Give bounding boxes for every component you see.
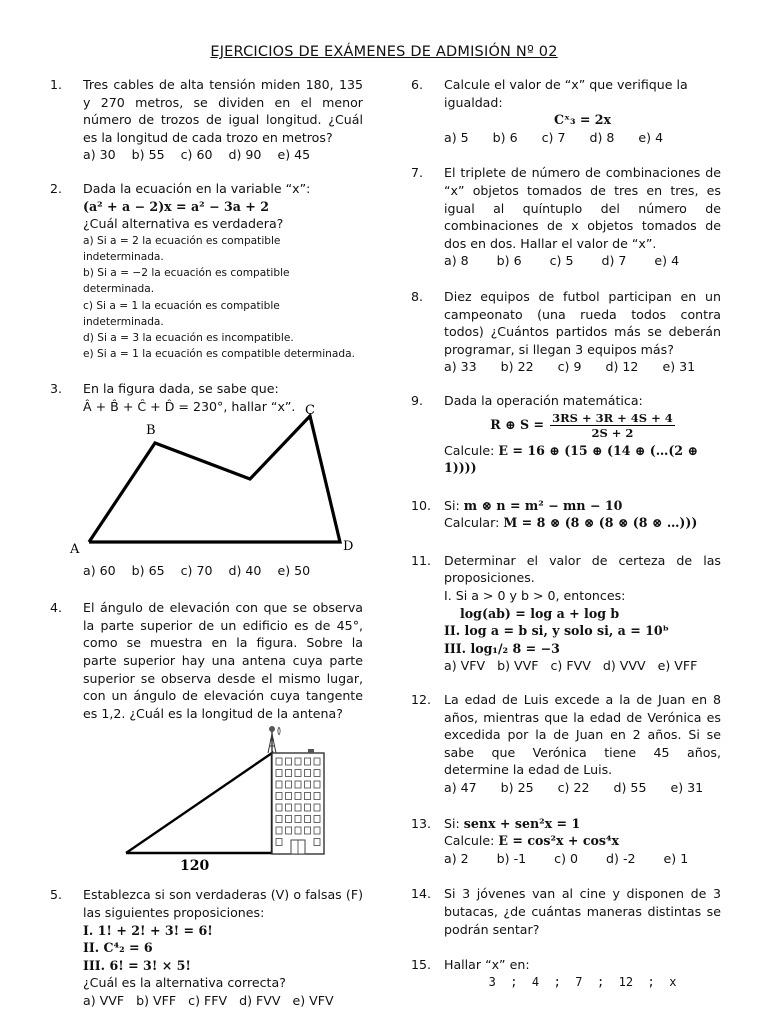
question-text: Calcule el valor de “x” que verifique la igualdad: <box>444 77 688 110</box>
left-column <box>50 76 363 1009</box>
building-icon <box>272 749 324 854</box>
proposition-3: III. log₁/₂ 8 = −3 <box>444 640 560 656</box>
question-6 <box>411 76 721 146</box>
question-4 <box>50 599 363 722</box>
expression: M = 8 ⊗ (8 ⊗ (8 ⊗ (8 ⊗ …))) <box>503 515 698 531</box>
answer-options: a) 60 b) 65 c) 70 d) 40 e) 50 <box>83 562 311 578</box>
question-text: Hallar “x” en: <box>444 957 530 973</box>
question-15 <box>411 956 721 991</box>
fraction-denominator: 2S + 2 <box>591 425 634 440</box>
proposition-1-formula: log(ab) = log a + log b <box>460 605 620 621</box>
answer-options: a) 47 b) 25 c) 22 d) 55 e) 31 <box>444 780 704 795</box>
question-number: 7. <box>411 165 424 181</box>
calc-label: Calcule: <box>444 442 495 458</box>
question-number: 9. <box>411 392 424 408</box>
question-text: El ángulo de elevación con que se observa la parte superior de un edificio es de 45°, como se muestra en la figura. Sobre la parte superior hay una antena cuya parte superior se observa desde el mismo lugar, con un ángulo de elevación cuya tangente es 1,2. ¿Cuál es la longitud de la antena? <box>83 600 363 721</box>
equation: Cˣ₃ = 2x <box>553 112 612 128</box>
vertex-label-c: C <box>305 402 315 418</box>
option-c: c) Si a = 1 la ecuación es compatible indeterminada. <box>83 299 280 328</box>
question-number: 6. <box>411 77 424 92</box>
question-11 <box>411 552 721 675</box>
question-10 <box>411 497 721 532</box>
proposition-3: III. 6! = 3! × 5! <box>83 957 191 973</box>
question-text: Dada la ecuación en la variable “x”: <box>83 180 311 196</box>
question-text: Diez equipos de futbol participan en un campeonato (una rueda todos contra todos) ¿Cuántos partidos más se deberán programar, si llegan 3 equipos más? <box>444 288 721 357</box>
question-number: 8. <box>411 288 424 304</box>
question-9 <box>411 392 721 477</box>
vertex-label-a: A <box>70 541 80 557</box>
vertex-label-b: B <box>146 422 156 438</box>
answer-options: a) 5 b) 6 c) 7 d) 8 e) 4 <box>444 129 664 145</box>
answer-options: a) VFV b) VVF c) FVV d) VVV e) VFF <box>444 658 698 674</box>
sequence: 3 ; 4 ; 7 ; 12 ; x <box>488 974 677 989</box>
question-number: 3. <box>50 381 63 397</box>
right-column <box>411 76 721 991</box>
question-ask: ¿Cuál es la alternativa correcta? <box>83 975 286 991</box>
question-text: El triplete de número de combinaciones de “x” objetos tomados de tres en tres, es igual al quíntuplo del número de combinaciones de x objetos tomados de dos en dos. Hallar el valor de “x”. <box>444 165 721 251</box>
proposition-1: I. 1! + 2! + 3! = 6! <box>83 922 213 938</box>
option-e: e) Si a = 1 la ecuación es compatible determinada. <box>83 348 355 361</box>
operation-lhs: R ⊕ S = <box>490 417 545 432</box>
si-label: Si: <box>444 815 460 831</box>
question-number: 1. <box>50 77 63 92</box>
question-number: 12. <box>411 692 432 708</box>
answer-options: a) 2 b) -1 c) 0 d) -2 e) 1 <box>444 850 689 866</box>
question-number: 4. <box>50 600 63 616</box>
question-text: Determinar el valor de certeza de las proposiciones. <box>444 552 721 586</box>
option-d: d) Si a = 3 la ecuación es incompatible. <box>83 331 294 344</box>
vertex-label-d: D <box>343 538 354 554</box>
calc-label: Calcule: <box>444 833 495 849</box>
operation-definition <box>444 411 721 440</box>
question-12 <box>411 691 721 797</box>
proposition-1: I. Si a > 0 y b > 0, entonces: <box>444 588 626 604</box>
question-5 <box>50 886 363 1009</box>
calc-label: Calcular: <box>444 515 500 531</box>
question-text: Dada la operación matemática: <box>444 392 643 408</box>
si-label: Si: <box>444 497 460 513</box>
expression: E = cos²x + cos⁴x <box>498 833 620 849</box>
question-2 <box>50 180 363 362</box>
question-3 <box>50 380 363 415</box>
question-14 <box>411 885 721 938</box>
question-13 <box>411 815 721 868</box>
question-8 <box>411 288 721 376</box>
question-7 <box>411 164 721 270</box>
base-label: 120 <box>180 858 210 875</box>
question-ask: ¿Cuál alternativa es verdadera? <box>83 216 284 232</box>
answer-options: a) 8 b) 6 c) 5 d) 7 e) 4 <box>444 253 680 269</box>
answer-options: a) 33 b) 22 c) 9 d) 12 e) 31 <box>444 359 696 375</box>
answer-options: a) VVF b) VFF c) FFV d) FVV e) VFV <box>83 992 334 1008</box>
question-1 <box>50 76 363 164</box>
definition: m ⊗ n = m² − mn − 10 <box>463 497 623 513</box>
antenna-icon <box>268 726 280 753</box>
question-text: Si 3 jóvenes van al cine y disponen de 3 butacas, ¿de cuántas maneras distintas se podrán sentar? <box>444 886 721 937</box>
answer-options: a) 30 b) 55 c) 60 d) 90 e) 45 <box>83 147 311 163</box>
expression: E = 16 ⊕ (15 ⊕ (14 ⊕ (…(2 ⊕ 1)))) <box>444 442 699 476</box>
proposition-2: II. C⁴₂ = 6 <box>83 940 153 956</box>
question-text: Establezca si son verdaderas (V) o falsas (F) las siguientes proposiciones: <box>83 887 363 920</box>
question-number: 5. <box>50 887 63 903</box>
question-3-options <box>50 562 363 580</box>
equation: senx + sen²x = 1 <box>463 815 581 831</box>
question-number: 11. <box>411 552 432 568</box>
option-b: b) Si a = −2 la ecuación es compatible determinada. <box>83 267 290 296</box>
equation: (a² + a − 2)x = a² − 3a + 2 <box>83 198 269 214</box>
question-number: 13. <box>411 815 432 831</box>
question-text: En la figura dada, se sabe que: <box>83 381 279 397</box>
proposition-2: II. log a = b si, y solo si, a = 10ᵇ <box>444 623 669 639</box>
option-a: a) Si a = 2 la ecuación es compatible indeterminada. <box>83 234 281 263</box>
question-number: 10. <box>411 497 432 513</box>
question-number: 14. <box>411 886 432 902</box>
building-figure <box>50 724 363 884</box>
page-title: EJERCICIOS DE EXÁMENES DE ADMISIÓN Nº 02 <box>210 44 558 60</box>
question-text: Tres cables de alta tensión miden 180, 135 y 270 metros, se dividen en el menor número de trozos de igual longitud. ¿Cuál es la longitud de cada trozo en metros? <box>83 77 363 145</box>
question-number: 2. <box>50 180 63 196</box>
question-condition: Â + B̂ + Ĉ + D̂ = 230°, hallar “x”. <box>83 398 296 414</box>
question-number: 15. <box>411 957 432 973</box>
fraction-numerator: 3RS + 3R + 4S + 4 <box>552 410 673 425</box>
question-text: La edad de Luis excede a la de Juan en 8 años, mientras que la edad de Verónica es excedida por la de Juan en 2 años. Si se sabe que Verónica tiene 45 años, determine la edad de Luis. <box>444 692 721 778</box>
fraction <box>550 411 675 440</box>
